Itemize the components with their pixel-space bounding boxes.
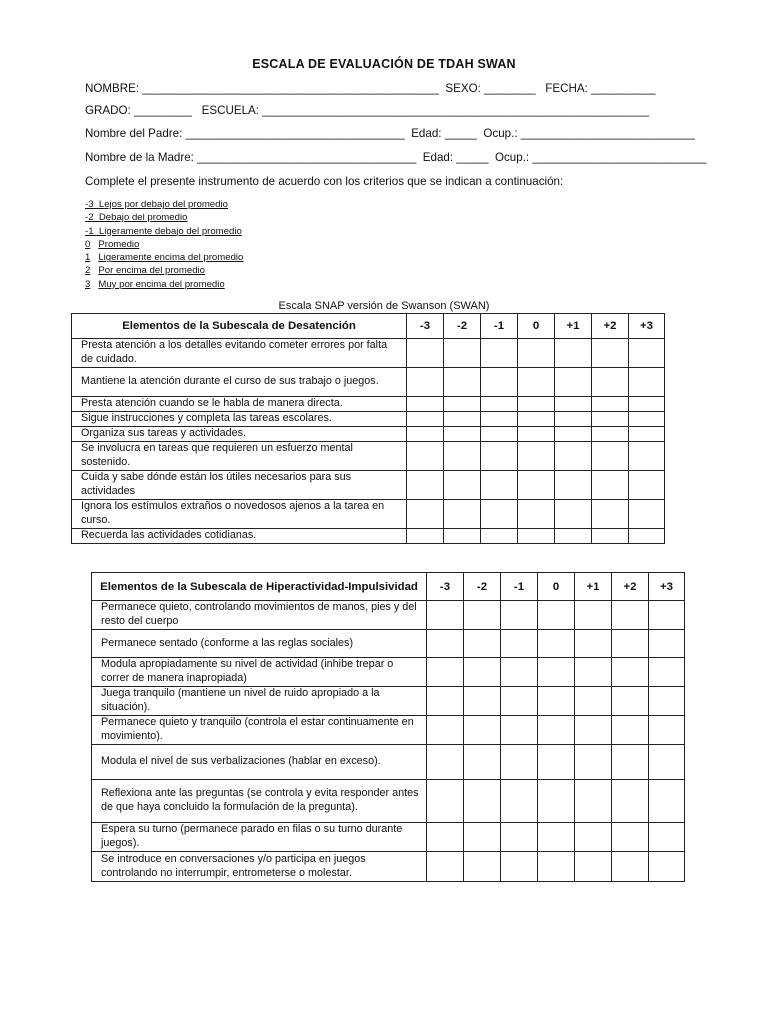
table-row bbox=[92, 745, 685, 780]
rating-cell[interactable] bbox=[518, 427, 555, 442]
instruction-text: Complete el presente instrumento de acuerdo con los criterios que se indican a continuación: bbox=[85, 175, 564, 188]
rating-cell[interactable] bbox=[592, 471, 629, 500]
column-header: +3 bbox=[629, 314, 665, 339]
rating-cell[interactable] bbox=[444, 471, 481, 500]
column-header: +3 bbox=[649, 573, 685, 601]
item-text: Presta atención cuando se le habla de manera directa. bbox=[72, 397, 407, 412]
rating-cell[interactable] bbox=[481, 427, 518, 442]
document-title: ESCALA DE EVALUACIÓN DE TDAH SWAN bbox=[252, 57, 516, 71]
rating-cell[interactable] bbox=[555, 442, 592, 471]
scale-item: 0 Promedio bbox=[85, 238, 140, 250]
rating-cell[interactable] bbox=[612, 780, 649, 823]
rating-cell[interactable] bbox=[555, 397, 592, 412]
rating-cell[interactable] bbox=[444, 500, 481, 529]
table-row bbox=[72, 471, 665, 500]
scale-item: -2 Debajo del promedio bbox=[85, 212, 188, 224]
rating-cell[interactable] bbox=[464, 780, 501, 823]
table-row bbox=[92, 687, 685, 716]
column-header: -1 bbox=[501, 573, 538, 601]
rating-cell[interactable] bbox=[612, 687, 649, 716]
table-row bbox=[72, 427, 665, 442]
table-row bbox=[92, 823, 685, 852]
rating-cell[interactable] bbox=[612, 823, 649, 852]
rating-cell[interactable] bbox=[592, 339, 629, 368]
column-header: -2 bbox=[464, 573, 501, 601]
rating-cell[interactable] bbox=[649, 687, 685, 716]
rating-cell[interactable] bbox=[575, 601, 612, 630]
rating-cell[interactable] bbox=[407, 529, 444, 544]
rating-cell[interactable] bbox=[575, 630, 612, 658]
item-text: Permanece quieto, controlando movimientos de manos, pies y del resto del cuerpo bbox=[92, 601, 427, 630]
rating-cell[interactable] bbox=[612, 852, 649, 882]
rating-cell[interactable] bbox=[629, 339, 665, 368]
rating-cell[interactable] bbox=[444, 412, 481, 427]
rating-cell[interactable] bbox=[592, 368, 629, 397]
rating-cell[interactable] bbox=[649, 601, 685, 630]
rating-cell[interactable] bbox=[444, 397, 481, 412]
rating-cell[interactable] bbox=[481, 471, 518, 500]
item-text: Organiza sus tareas y actividades. bbox=[72, 427, 407, 442]
rating-cell[interactable] bbox=[501, 852, 538, 882]
column-header: +2 bbox=[612, 573, 649, 601]
rating-cell[interactable] bbox=[464, 745, 501, 780]
column-header: +1 bbox=[575, 573, 612, 601]
rating-cell[interactable] bbox=[501, 745, 538, 780]
table-header-row bbox=[72, 314, 665, 339]
rating-cell[interactable] bbox=[481, 368, 518, 397]
rating-cell[interactable] bbox=[629, 412, 665, 427]
inattention-table bbox=[71, 313, 665, 544]
rating-cell[interactable] bbox=[518, 471, 555, 500]
scale-item: 3 Muy por encima del promedio bbox=[85, 278, 225, 290]
rating-cell[interactable] bbox=[538, 780, 575, 823]
rating-cell[interactable] bbox=[629, 471, 665, 500]
rating-cell[interactable] bbox=[501, 601, 538, 630]
table-header-row bbox=[92, 573, 685, 601]
table-row bbox=[72, 529, 665, 544]
rating-cell[interactable] bbox=[481, 529, 518, 544]
rating-cell[interactable] bbox=[427, 745, 464, 780]
rating-cell[interactable] bbox=[629, 368, 665, 397]
table-header: Elementos de la Subescala de Hiperactividad-Impulsividad bbox=[92, 573, 427, 601]
rating-cell[interactable] bbox=[481, 412, 518, 427]
rating-cell[interactable] bbox=[555, 529, 592, 544]
rating-cell[interactable] bbox=[649, 658, 685, 687]
item-text: Recuerda las actividades cotidianas. bbox=[72, 529, 407, 544]
rating-cell[interactable] bbox=[629, 500, 665, 529]
rating-cell[interactable] bbox=[612, 658, 649, 687]
column-header: -2 bbox=[444, 314, 481, 339]
item-text: Modula apropiadamente su nivel de actividad (inhibe trepar o correr de manera inapropiada) bbox=[92, 658, 427, 687]
rating-cell[interactable] bbox=[407, 397, 444, 412]
rating-cell[interactable] bbox=[575, 780, 612, 823]
rating-cell[interactable] bbox=[649, 745, 685, 780]
table-row bbox=[92, 601, 685, 630]
rating-cell[interactable] bbox=[555, 339, 592, 368]
rating-cell[interactable] bbox=[538, 687, 575, 716]
rating-cell[interactable] bbox=[649, 780, 685, 823]
item-text: Modula el nivel de sus verbalizaciones (hablar en exceso). bbox=[92, 745, 427, 780]
rating-cell[interactable] bbox=[481, 500, 518, 529]
item-text: Ignora los estímulos extraños o novedosos ajenos a la tarea en curso. bbox=[72, 500, 407, 529]
rating-cell[interactable] bbox=[538, 658, 575, 687]
column-header: 0 bbox=[538, 573, 575, 601]
rating-cell[interactable] bbox=[555, 427, 592, 442]
rating-cell[interactable] bbox=[464, 630, 501, 658]
form-line-grado: GRADO: _________ ESCUELA: ____________________________________________________________ bbox=[85, 104, 650, 117]
rating-cell[interactable] bbox=[518, 368, 555, 397]
table-row bbox=[92, 716, 685, 745]
rating-cell[interactable] bbox=[427, 630, 464, 658]
column-header: +1 bbox=[555, 314, 592, 339]
rating-cell[interactable] bbox=[555, 412, 592, 427]
rating-cell[interactable] bbox=[575, 823, 612, 852]
rating-cell[interactable] bbox=[592, 397, 629, 412]
rating-cell[interactable] bbox=[501, 658, 538, 687]
table-header: Elementos de la Subescala de Desatención bbox=[72, 314, 407, 339]
form-line-nombre: NOMBRE: ______________________________________________ SEXO: ________ FECHA: __________ bbox=[85, 82, 656, 95]
inattention-rows bbox=[72, 339, 665, 544]
rating-cell[interactable] bbox=[407, 339, 444, 368]
item-text: Sigue instrucciones y completa las tareas escolares. bbox=[72, 412, 407, 427]
scale-item: 1 Ligeramente encima del promedio bbox=[85, 252, 244, 264]
column-header: -1 bbox=[481, 314, 518, 339]
rating-cell[interactable] bbox=[612, 745, 649, 780]
rating-cell[interactable] bbox=[612, 716, 649, 745]
rating-cell[interactable] bbox=[555, 500, 592, 529]
rating-cell[interactable] bbox=[444, 339, 481, 368]
rating-cell[interactable] bbox=[464, 658, 501, 687]
rating-cell[interactable] bbox=[518, 397, 555, 412]
rating-cell[interactable] bbox=[427, 716, 464, 745]
rating-cell[interactable] bbox=[501, 630, 538, 658]
rating-cell[interactable] bbox=[592, 427, 629, 442]
table-row bbox=[92, 780, 685, 823]
table-row bbox=[92, 852, 685, 882]
rating-cell[interactable] bbox=[629, 442, 665, 471]
rating-cell[interactable] bbox=[427, 601, 464, 630]
table-row bbox=[72, 397, 665, 412]
rating-cell[interactable] bbox=[629, 397, 665, 412]
table-row bbox=[92, 658, 685, 687]
scale-item: -1 Ligeramente debajo del promedio bbox=[85, 225, 242, 237]
rating-cell[interactable] bbox=[649, 852, 685, 882]
rating-cell[interactable] bbox=[575, 852, 612, 882]
rating-cell[interactable] bbox=[575, 687, 612, 716]
rating-cell[interactable] bbox=[427, 687, 464, 716]
rating-cell[interactable] bbox=[464, 601, 501, 630]
item-text: Permanece sentado (conforme a las reglas sociales) bbox=[92, 630, 427, 658]
table-row bbox=[72, 339, 665, 368]
item-text: Cuida y sabe dónde están los útiles necesarios para sus actividades bbox=[72, 471, 407, 500]
item-text: Espera su turno (permanece parado en filas o su turno durante juegos). bbox=[92, 823, 427, 852]
column-header: 0 bbox=[518, 314, 555, 339]
rating-cell[interactable] bbox=[538, 630, 575, 658]
rating-cell[interactable] bbox=[629, 529, 665, 544]
item-text: Se introduce en conversaciones y/o participa en juegos controlando no interrumpir, entrometerse o molestar. bbox=[92, 852, 427, 882]
rating-cell[interactable] bbox=[518, 500, 555, 529]
rating-cell[interactable] bbox=[612, 630, 649, 658]
item-text: Reflexiona ante las preguntas (se controla y evita responder antes de que haya concluido la formulación de la pregunta). bbox=[92, 780, 427, 823]
rating-cell[interactable] bbox=[444, 442, 481, 471]
scale-item: 2 Por encima del promedio bbox=[85, 265, 205, 277]
rating-cell[interactable] bbox=[538, 601, 575, 630]
table-row bbox=[92, 630, 685, 658]
rating-cell[interactable] bbox=[629, 427, 665, 442]
rating-cell[interactable] bbox=[407, 471, 444, 500]
rating-cell[interactable] bbox=[592, 442, 629, 471]
rating-cell[interactable] bbox=[407, 412, 444, 427]
item-text: Presta atención a los detalles evitando cometer errores por falta de cuidado. bbox=[72, 339, 407, 368]
rating-cell[interactable] bbox=[427, 780, 464, 823]
rating-cell[interactable] bbox=[612, 601, 649, 630]
rating-cell[interactable] bbox=[575, 658, 612, 687]
rating-cell[interactable] bbox=[501, 780, 538, 823]
rating-cell[interactable] bbox=[407, 427, 444, 442]
rating-cell[interactable] bbox=[518, 529, 555, 544]
rating-cell[interactable] bbox=[555, 471, 592, 500]
rating-cell[interactable] bbox=[501, 716, 538, 745]
hyperactivity-rows bbox=[92, 601, 685, 882]
rating-cell[interactable] bbox=[575, 745, 612, 780]
rating-cell[interactable] bbox=[649, 716, 685, 745]
rating-cell[interactable] bbox=[649, 823, 685, 852]
scale-legend bbox=[85, 198, 243, 291]
rating-cell[interactable] bbox=[464, 687, 501, 716]
scale-item: -3 Lejos por debajo del promedio bbox=[85, 199, 228, 210]
rating-cell[interactable] bbox=[518, 442, 555, 471]
column-header: +2 bbox=[592, 314, 629, 339]
rating-cell[interactable] bbox=[592, 412, 629, 427]
rating-cell[interactable] bbox=[427, 852, 464, 882]
rating-cell[interactable] bbox=[464, 852, 501, 882]
rating-cell[interactable] bbox=[481, 339, 518, 368]
rating-cell[interactable] bbox=[538, 823, 575, 852]
rating-cell[interactable] bbox=[464, 823, 501, 852]
rating-cell[interactable] bbox=[481, 397, 518, 412]
rating-cell[interactable] bbox=[538, 852, 575, 882]
rating-cell[interactable] bbox=[518, 412, 555, 427]
rating-cell[interactable] bbox=[407, 442, 444, 471]
rating-cell[interactable] bbox=[518, 339, 555, 368]
table-row bbox=[72, 368, 665, 397]
table-row bbox=[72, 442, 665, 471]
form-line-padre: Nombre del Padre: __________________________________ Edad: _____ Ocup.: ___________________________ bbox=[85, 127, 695, 140]
table-caption: Escala SNAP versión de Swanson (SWAN) bbox=[278, 300, 490, 312]
rating-cell[interactable] bbox=[649, 630, 685, 658]
rating-cell[interactable] bbox=[427, 658, 464, 687]
item-text: Se involucra en tareas que requieren un esfuerzo mental sostenido. bbox=[72, 442, 407, 471]
rating-cell[interactable] bbox=[407, 500, 444, 529]
rating-cell[interactable] bbox=[444, 529, 481, 544]
table-row bbox=[72, 500, 665, 529]
rating-cell[interactable] bbox=[501, 687, 538, 716]
rating-cell[interactable] bbox=[464, 716, 501, 745]
form-line-madre: Nombre de la Madre: __________________________________ Edad: _____ Ocup.: ___________________________ bbox=[85, 151, 707, 164]
rating-cell[interactable] bbox=[555, 368, 592, 397]
rating-cell[interactable] bbox=[592, 500, 629, 529]
table-row bbox=[72, 412, 665, 427]
item-text: Mantiene la atención durante el curso de sus trabajo o juegos. bbox=[72, 368, 407, 397]
item-text: Juega tranquilo (mantiene un nivel de ruido apropiado a la situación). bbox=[92, 687, 427, 716]
rating-cell[interactable] bbox=[575, 716, 612, 745]
column-header: -3 bbox=[427, 573, 464, 601]
rating-cell[interactable] bbox=[538, 745, 575, 780]
item-text: Permanece quieto y tranquilo (controla el estar continuamente en movimiento). bbox=[92, 716, 427, 745]
hyperactivity-table bbox=[91, 572, 685, 882]
rating-cell[interactable] bbox=[407, 368, 444, 397]
rating-cell[interactable] bbox=[501, 823, 538, 852]
rating-cell[interactable] bbox=[427, 823, 464, 852]
rating-cell[interactable] bbox=[444, 368, 481, 397]
column-header: -3 bbox=[407, 314, 444, 339]
rating-cell[interactable] bbox=[444, 427, 481, 442]
rating-cell[interactable] bbox=[481, 442, 518, 471]
rating-cell[interactable] bbox=[538, 716, 575, 745]
rating-cell[interactable] bbox=[592, 529, 629, 544]
